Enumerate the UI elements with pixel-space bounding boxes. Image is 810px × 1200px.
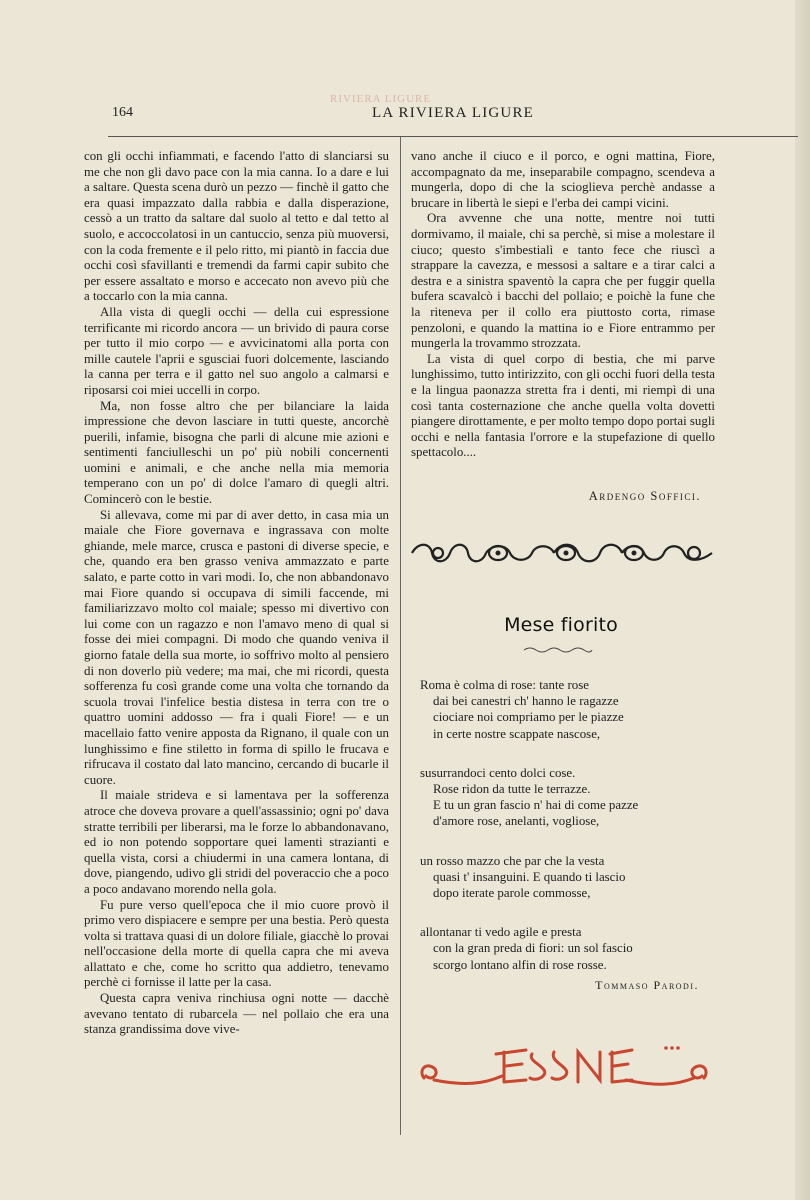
poem-stanza	[420, 924, 710, 973]
poem-line: E tu un gran fascio n' hai di come pazze	[433, 798, 639, 813]
red-tailpiece-ornament	[414, 1040, 714, 1100]
paragraph: Ma, non fosse altro che per bilanciare la laida impressione che devon lasciare in tutti queste, ancorchè puerili, infamie, bisogna che parli di alcune mie azioni e sentimenti fanciulleschi un po' più nobili concernenti uomini e animali, e che anche nella mia memoria temperano con un po' di dolce l'amaro di quegli altri. Comincerò con le bestie.	[84, 398, 389, 507]
poem-line: scorgo lontano alfin di rose rosse.	[433, 957, 607, 972]
page-header	[108, 101, 798, 125]
page-edge	[795, 0, 810, 1200]
title-flourish	[522, 645, 594, 655]
page-number: 164	[112, 105, 133, 120]
paragraph: La vista di quel corpo di bestia, che mi parve lunghissimo, tutto intirizzito, con gli occhi fuori della testa e la lingua paonazza stretta fra i denti, mi riempì di una così tanta costernazione che anche quella volta dovetti piangere dirottamente, e per molto tempo dopo portai sugli occhi e nella fantasia l'orrore e la stupefazione di quello spettacolo....	[411, 351, 715, 460]
poem-line: quasi t' insanguini. E quando ti lascio	[433, 869, 626, 884]
paragraph: Questa capra veniva rinchiusa ogni notte — dacchè avevano tentato di rubarcela — nel pollaio che era una stanza grandissima dove vive-	[84, 991, 389, 1037]
poem-stanza	[420, 853, 710, 902]
column-divider	[400, 137, 401, 1135]
paragraph: Fu pure verso quell'epoca che il mio cuore provò il primo vero dispiacere e sempre per una bestia. Però questa volta si trattava quasi di un dolore filiale, giacchè lo provai nell'occasione della morte di quella capra che mi aveva allattato e che, come ho scritto qua addietro, tenevamo perchè ci fornisse il latte per la casa.	[84, 897, 389, 990]
paragraph: vano anche il ciuco e il porco, e ogni mattina, Fiore, accompagnato da me, inseparabile compagno, scendeva a mungerla, dopo di che la scioglieva perchè andasse a brucare in libertà le siepi e l'erba dei campi vicini.	[411, 149, 715, 210]
paragraph: Si allevava, come mi par di aver detto, in casa mia un maiale che Fiore governava e ingrassava con molte ghiande, mele marce, crusca e pastoni di diverse specie, e che, quando era ben grasso veniva ammazzato e parte salato, e parte cotto in vari modi. Io, che non abbandonavo mai Fiore quando si occupava di simili faccende, mi familiarizzavo molto col maiale; spesso mi divertivo con lui come con un ragazzo e non l'amavo meno di qual si fosse dei miei compagni. Di modo che quando veniva il giorno fatale della sua morte, io soffrivo molto al pensiero di non doverlo più vedere; ma mai, che mi ricordi, questa sofferenza fu così grande come una volta che tornando da scuola trovai l'infelice bestia distesa in terra con tre o quattro uomini addosso — fra i quali Fiore! — e un macellaio fatto venire apposta da Rignano, il quale con un lunghissimo e fine stiletto in forma di spillo le frucava e rifrucava il costato dal lato mancino, cercando di bucarle il cuore.	[84, 507, 389, 787]
poem-line: dai bei canestri ch' hanno le ragazze	[433, 694, 619, 709]
poem-line: Rose ridon da tutte le terrazze.	[433, 782, 591, 797]
poem-line: ciociare noi compriamo per le piazze	[433, 710, 624, 725]
paragraph: Il maiale strideva e si lamentava per la sofferenza atroce che doveva provare a quell'assassinio; ogni po' dava stratte terribili per liberarsi, ma le forze lo abbandonavano, ed io non potendo sopportare quei lamenti strazianti e quella vista, corsi a chiudermi in una camera lontana, di dove, piangendo, udivo gli stridi del poveraccio che a poco a poco andavano morendo nella gola.	[84, 788, 389, 896]
poem-line: susurrandoci cento dolci cose.	[420, 765, 576, 780]
poem-line: in certe nostre scappate nascose,	[433, 726, 601, 741]
poem-stanza	[420, 765, 710, 830]
poem-title: Mese fiorito	[504, 614, 618, 636]
paragraph: Ora avvenne che una notte, mentre noi tutti dormivamo, il maiale, chi sa perchè, si mise a molestare il ciuco; questo s'imbestialì e tanto fece che riuscì a strappare la cavezza, e messosi a saltare e a tirar calci a destra e a sinistra spaventò la capra che per fuggir quella bufera scavalcò i bacchi del pollaio; e poichè la fune che la riteneva per il collo era piuttosto corta, rimase penzoloni, e quando la mattina io e Fiore entrammo per mungerla la trovammo strozzata.	[411, 211, 715, 351]
paragraph: con gli occhi infiammati, e facendo l'atto di slanciarsi su me che non gli davo pace con la mia canna. Io a dare e lui a saltare. Questa scena durò un pezzo — finchè il gatto che era quasi impazzato dalla rabbia e dalla disperazione, cessò a un tratto da saltare dal suolo al tetto e dal tetto al suolo, e accoccolatosi in un cantuccio, senza più muoversi, con la coda fremente e il pelo ritto, mi piantò in faccia due occhi così sfavillanti e tremendi da farmi capir subito che per essere assaltato e morso e accecato non avevo più che a toccarlo con la mia canna.	[84, 149, 389, 304]
poem-line: dopo iterate parole commosse,	[433, 886, 591, 901]
article-signature: Ardengo Soffici.	[588, 489, 701, 503]
journal-title: LA RIVIERA LIGURE	[371, 105, 535, 121]
poem-line: d'amore rose, anelanti, vogliose,	[433, 814, 600, 829]
header-rule	[108, 136, 798, 137]
poem-line: un rosso mazzo che par che la vesta	[420, 853, 605, 868]
poem-line: con la gran preda di fiori: un sol fascio	[433, 941, 633, 956]
poem-signature: Tommaso Parodi.	[595, 978, 699, 992]
decorative-band-ornament	[408, 540, 716, 566]
bleed-through-text: RIVIERA LIGURE	[330, 93, 432, 105]
paragraph: Alla vista di quegli occhi — della cui espressione terrificante mi ricordo ancora — un brivido di paura corse per tutto il mio corpo — e avvicinatomi alla porta con mille cautele l'aprii e sgusciai fuori dolcemente, lasciando la canna per terra e il gatto nel suo angolo a calmarsi e riposarsi coi miei uccelli in corpo.	[84, 304, 389, 397]
poem-line: allontanar ti vedo agile e presta	[420, 925, 582, 940]
poem-stanza	[420, 677, 710, 742]
poem-line: Roma è colma di rose: tante rose	[420, 678, 589, 692]
right-column	[411, 149, 715, 461]
left-column	[84, 149, 389, 1038]
poem-body	[420, 677, 710, 996]
